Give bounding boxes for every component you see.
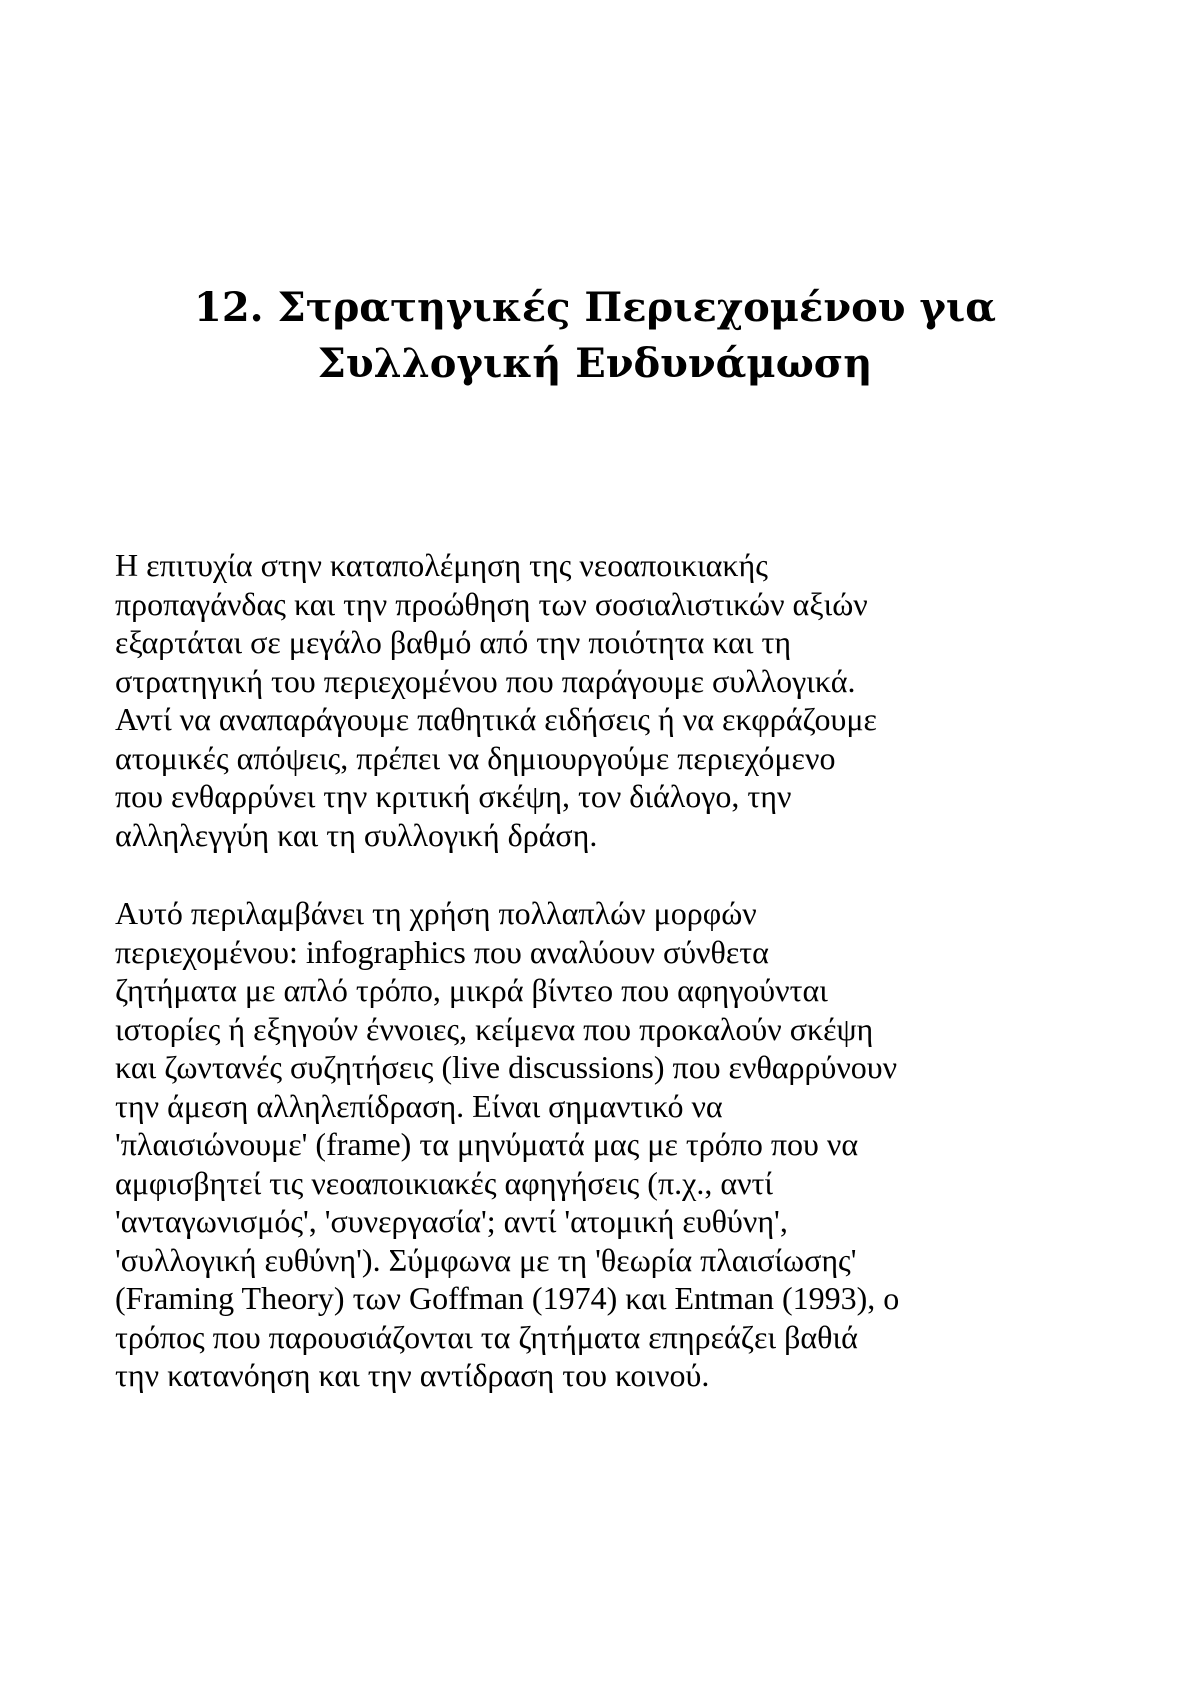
text-line: 'πλαισιώνουμε' (frame) τα μηνύματά μας με τρόπο που να	[115, 1126, 859, 1162]
text-line: Αντί να αναπαράγουμε παθητικά ειδήσεις ή να εκφράζουμε	[115, 701, 877, 737]
text-line: εξαρτάται σε μεγάλο βαθμό από την ποιότητα και τη	[115, 624, 792, 660]
text-line: περιεχομένου: infographics που αναλύουν σύνθετα	[115, 933, 769, 970]
text-line: στρατηγική του περιεχομένου που παράγουμε συλλογικά.	[115, 662, 856, 699]
text-line: Αυτό περιλαμβάνει τη χρήση πολλαπλών μορφών	[115, 895, 757, 931]
text-line: αμφισβητεί τις νεοαποικιακές αφηγήσεις (π.χ., αντί	[115, 1164, 774, 1201]
chapter-title	[115, 280, 1075, 392]
paragraph-2	[115, 894, 1095, 1395]
chapter-title-line: Συλλογική Ενδυνάμωση	[317, 340, 873, 387]
text-line: ατομικές απόψεις, πρέπει να δημιουργούμε περιεχόμενο	[115, 739, 836, 776]
text-line: Η επιτυχία στην καταπολέμηση της νεοαποικιακής	[115, 547, 768, 583]
body-text	[115, 546, 1095, 1435]
text-line: 'συλλογική ευθύνη'). Σύμφωνα με τη 'θεωρία πλαισίωσης'	[115, 1241, 857, 1278]
text-line: και ζωντανές συζητήσεις (live discussions) που ενθαρρύνουν	[115, 1049, 898, 1085]
text-line: ιστορίες ή εξηγούν έννοιες, κείμενα που προκαλούν σκέψη	[115, 1010, 874, 1047]
paragraph-1	[115, 546, 1095, 854]
text-line: τρόπος που παρουσιάζονται τα ζητήματα επηρεάζει βαθιά	[115, 1318, 858, 1355]
chapter-title-line: 12. Στρατηγικές Περιεχομένου για	[193, 284, 997, 331]
text-line: (Framing Theory) των Goffman (1974) και Entman (1993), ο	[115, 1280, 900, 1316]
text-line: 'ανταγωνισμός', 'συνεργασία'; αντί 'ατομική ευθύνη',	[115, 1203, 788, 1239]
text-line: που ενθαρρύνει την κριτική σκέψη, τον διάλογο, την	[115, 778, 792, 814]
text-line: ζητήματα με απλό τρόπο, μικρά βίντεο που αφηγούνται	[115, 972, 828, 1008]
text-line: την άμεση αλληλεπίδραση. Είναι σημαντικό να	[115, 1087, 723, 1124]
text-line: την κατανόηση και την αντίδραση του κοινού.	[115, 1357, 710, 1393]
text-line: αλληλεγγύη και τη συλλογική δράση.	[115, 816, 598, 853]
text-line: προπαγάνδας και την προώθηση των σοσιαλιστικών αξιών	[115, 585, 868, 622]
